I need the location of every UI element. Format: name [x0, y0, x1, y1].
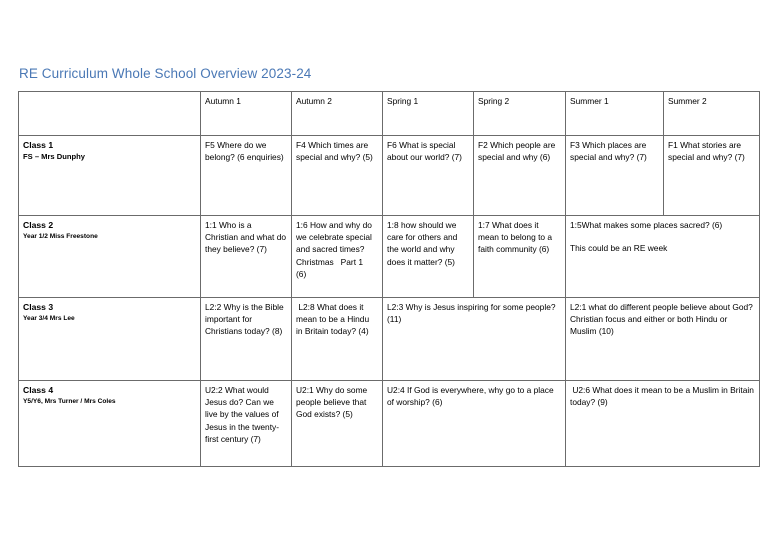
table-row-class-2 [19, 216, 760, 298]
unit-cell: U2:2 What would Jesus do? Can we live by the values of Jesus in the twenty-first century (7) [201, 381, 292, 467]
unit-cell: F2 Which people are special and why (6) [474, 136, 566, 216]
class-teacher: Year 1/2 Miss Freestone [23, 233, 98, 241]
unit-cell: 1:1 Who is a Christian and what do they believe? (7) [201, 216, 292, 298]
unit-cell: F4 Which times are special and why? (5) [292, 136, 383, 216]
unit-cell: F1 What stories are special and why? (7) [664, 136, 760, 216]
unit-note: Christmas Part 1 [296, 256, 364, 267]
unit-cell: 1:7 What does it mean to belong to a faith community (6) [474, 216, 566, 298]
header-spring-1: Spring 1 [383, 92, 474, 136]
header-spring-2: Spring 2 [474, 92, 566, 136]
unit-cell-spring: U2:4 If God is everywhere, why go to a place of worship? (6) [383, 381, 566, 467]
table-row-class-1 [19, 136, 760, 216]
unit-note: Christian focus and either or both Hindu or Muslim (10) [570, 314, 728, 337]
class-label-cell [19, 298, 201, 381]
class-teacher: Year 3/4 Mrs Lee [23, 315, 75, 323]
unit-text: 1:6 How and why do we celebrate special and sacred times? [296, 220, 372, 255]
class-label-cell [19, 381, 201, 467]
class-name: Class 1 [23, 140, 54, 150]
unit-text: 1:5What makes some places sacred? (6) [570, 220, 723, 230]
unit-cell: 1:8 how should we care for others and the world and why does it matter? (5) [383, 216, 474, 298]
unit-note: This could be an RE week [570, 243, 668, 254]
header-autumn-2: Autumn 2 [292, 92, 383, 136]
unit-cell: U2:1 Why do some people believe that God exists? (5) [292, 381, 383, 467]
table-row-class-4 [19, 381, 760, 467]
table-row-class-3 [19, 298, 760, 381]
unit-cell: F5 Where do we belong? (6 enquiries) [201, 136, 292, 216]
class-name: Class 2 [23, 220, 54, 230]
unit-cell-spring: L2:3 Why is Jesus inspiring for some people? (11) [383, 298, 566, 381]
unit-cell-summer [566, 216, 760, 298]
unit-text: L2:1 what do different people believe about God? [570, 302, 753, 312]
unit-cell: F6 What is special about our world? (7) [383, 136, 474, 216]
class-teacher: Y5/Y6, Mrs Turner / Mrs Coles [23, 398, 116, 406]
unit-count: (6) [296, 268, 307, 279]
header-row [19, 92, 760, 136]
page-title: RE Curriculum Whole School Overview 2023-24 [19, 66, 312, 81]
header-autumn-1: Autumn 1 [201, 92, 292, 136]
header-summer-1: Summer 1 [566, 92, 664, 136]
header-blank-cell [19, 92, 201, 136]
class-name: Class 3 [23, 302, 54, 312]
unit-cell-summer [566, 298, 760, 381]
curriculum-overview-table [18, 91, 760, 467]
class-name: Class 4 [23, 385, 54, 395]
class-teacher: FS – Mrs Dunphy [23, 152, 86, 162]
class-label-cell [19, 136, 201, 216]
unit-cell: L2:8 What does it mean to be a Hindu in Britain today? (4) [292, 298, 383, 381]
unit-cell: F3 Which places are special and why? (7) [566, 136, 664, 216]
unit-cell-summer: U2:6 What does it mean to be a Muslim in Britain today? (9) [566, 381, 760, 467]
class-label-cell [19, 216, 201, 298]
unit-cell: L2:2 Why is the Bible important for Christians today? (8) [201, 298, 292, 381]
unit-cell [292, 216, 383, 298]
header-summer-2: Summer 2 [664, 92, 760, 136]
